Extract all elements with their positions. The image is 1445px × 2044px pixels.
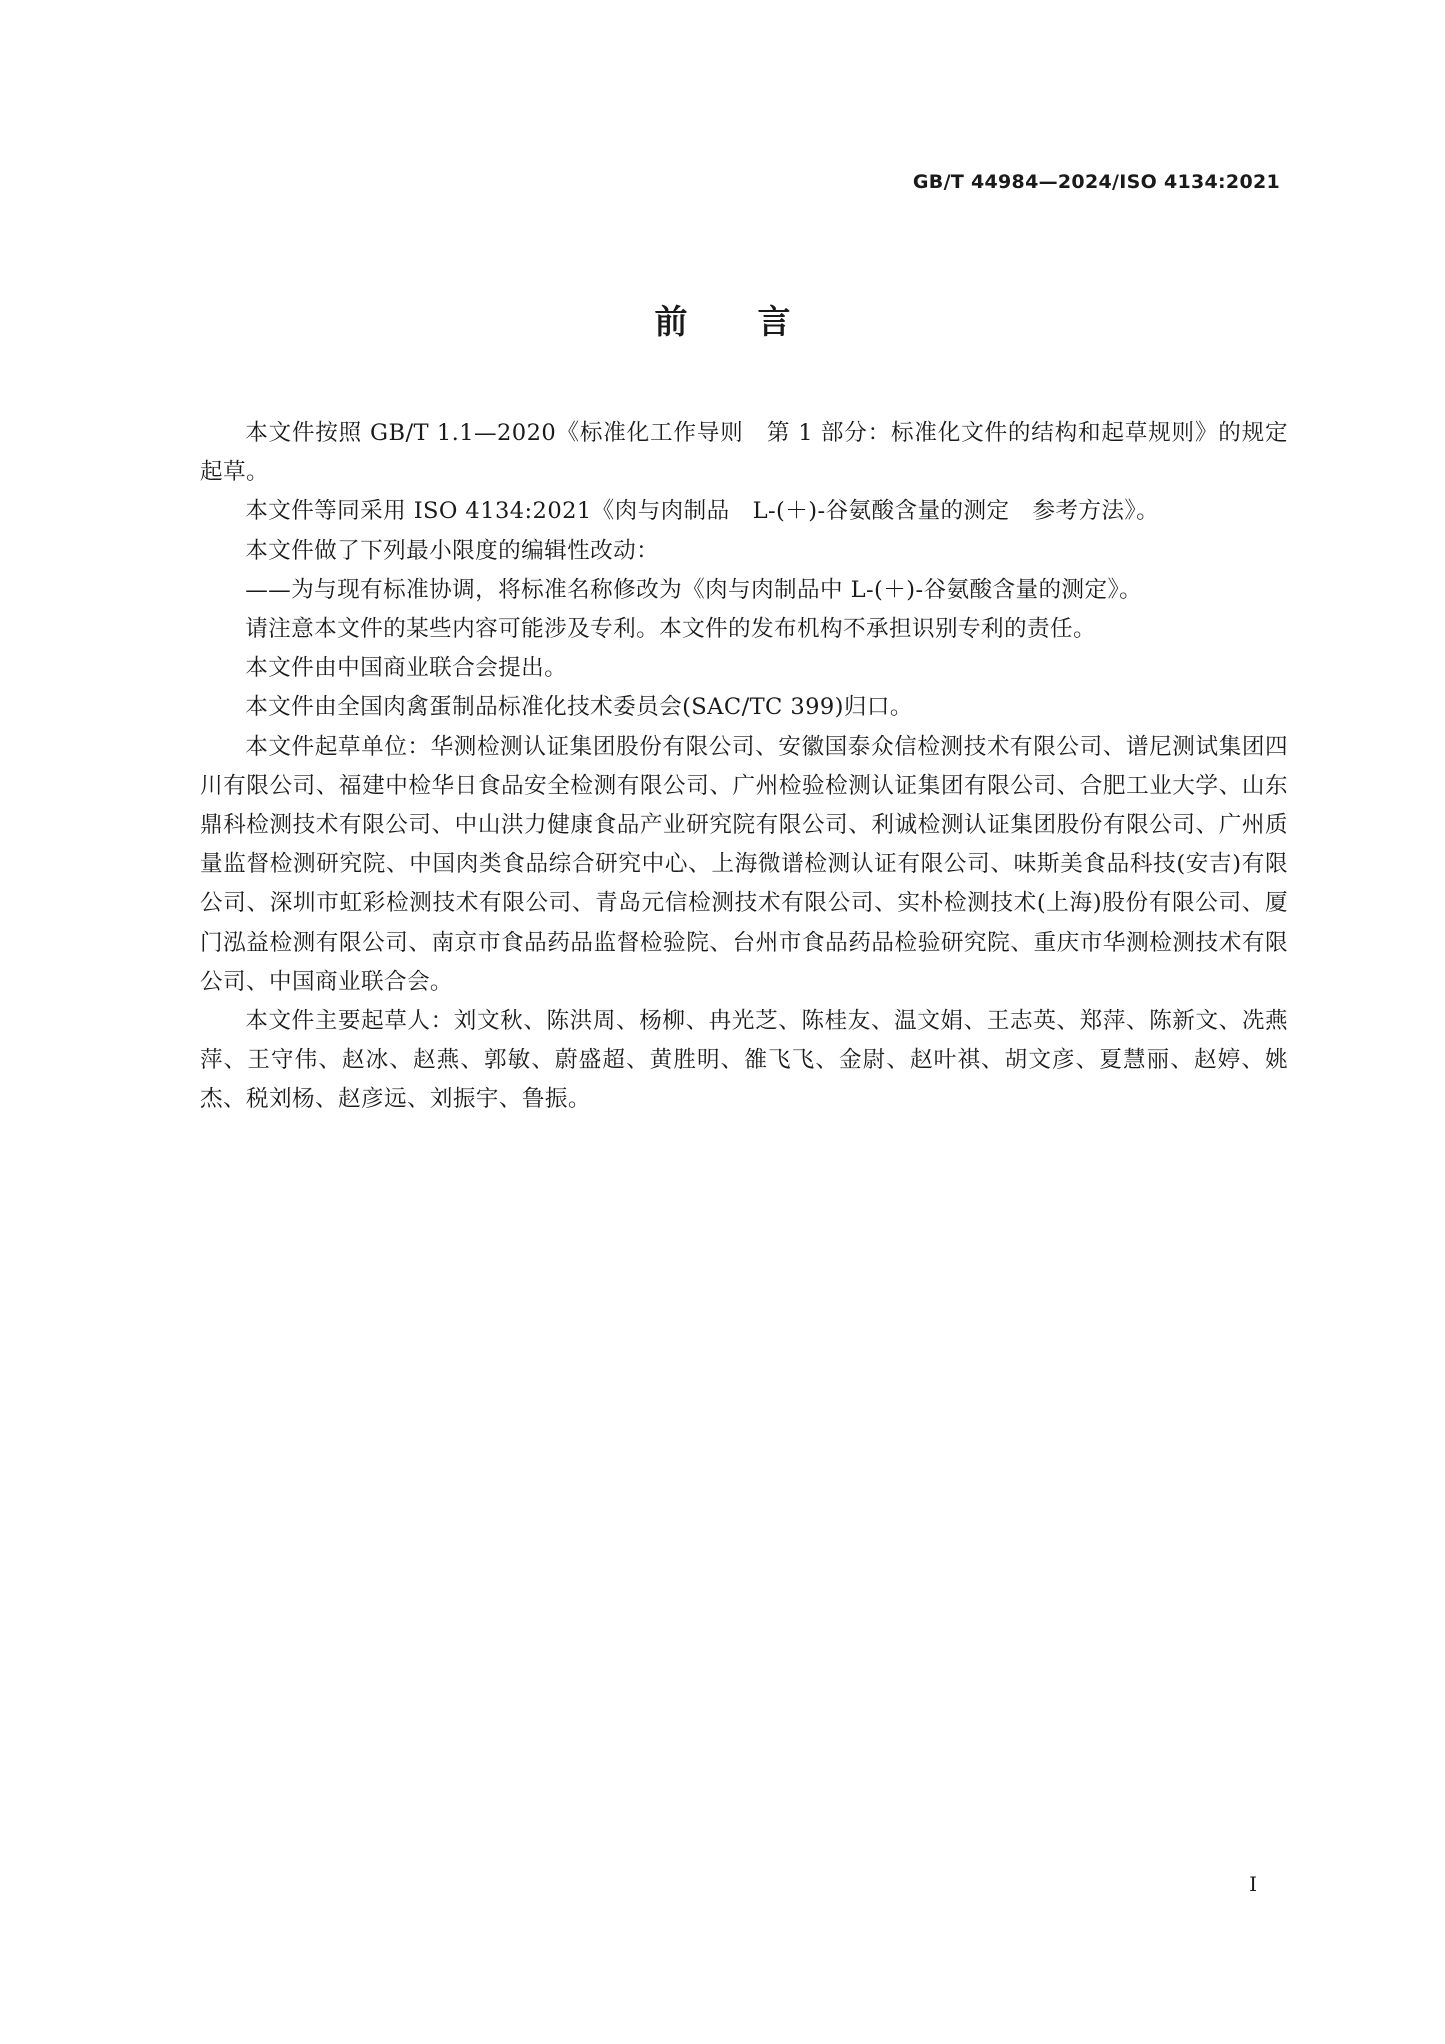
document-code-header: GB/T 44984—2024/ISO 4134:2021 xyxy=(912,171,1280,193)
paragraph-drafting-rules: 本文件按照 GB/T 1.1—2020《标准化工作导则 第 1 部分：标准化文件的结构和起草规则》的规定起草。 xyxy=(200,420,1288,486)
paragraph-iso-adoption: 本文件等同采用 ISO 4134:2021《肉与肉制品 L-(＋)-谷氨酸含量的测定 参考方法》。 xyxy=(245,498,1160,525)
paragraph-drafters: 本文件主要起草人：刘文秋、陈洪周、杨柳、冉光芝、陈桂友、温文娟、王志英、郑萍、陈新文、冼燕萍、王守伟、赵冰、赵燕、郭敏、蔚盛超、黄胜明、雒飞飞、金尉、赵叶祺、胡文彦、夏慧丽、赵婷、姚杰、税刘杨、赵彦远、刘振宇、鲁振。 xyxy=(200,1008,1288,1113)
paragraph-proposer: 本文件由中国商业联合会提出。 xyxy=(245,655,568,682)
paragraph-committee: 本文件由全国肉禽蛋制品标准化技术委员会(SAC/TC 399)归口。 xyxy=(245,694,913,721)
foreword-body xyxy=(200,414,1288,1120)
page-number: I xyxy=(1249,1872,1257,1896)
paragraph-title-change: ——为与现有标准协调，将标准名称修改为《肉与肉制品中 L-(＋)-谷氨酸含量的测定》。 xyxy=(245,576,1143,603)
paragraph-patent-notice: 请注意本文件的某些内容可能涉及专利。本文件的发布机构不承担识别专利的责任。 xyxy=(245,616,1096,643)
paragraph-editorial-changes: 本文件做了下列最小限度的编辑性改动： xyxy=(245,537,660,564)
page-title: 前言 xyxy=(654,302,861,341)
paragraph-drafting-units: 本文件起草单位：华测检测认证集团股份有限公司、安徽国泰众信检测技术有限公司、谱尼测试集团四川有限公司、福建中检华日食品安全检测有限公司、广州检验检测认证集团有限公司、合肥工业大学、山东鼎科检测技术有限公司、中山洪力健康食品产业研究院有限公司、利诚检测认证集团股份有限公司、广州质量监督检测研究院、中国肉类食品综合研究中心、上海微谱检测认证有限公司、味斯美食品科技(安吉)有限公司、深圳市虹彩检测技术有限公司、青岛元信检测技术有限公司、实朴检测技术(上海)股份有限公司、厦门泓益检测有限公司、南京市食品药品监督检验院、台州市食品药品检验研究院、重庆市华测检测技术有限公司、中国商业联合会。 xyxy=(200,733,1288,995)
